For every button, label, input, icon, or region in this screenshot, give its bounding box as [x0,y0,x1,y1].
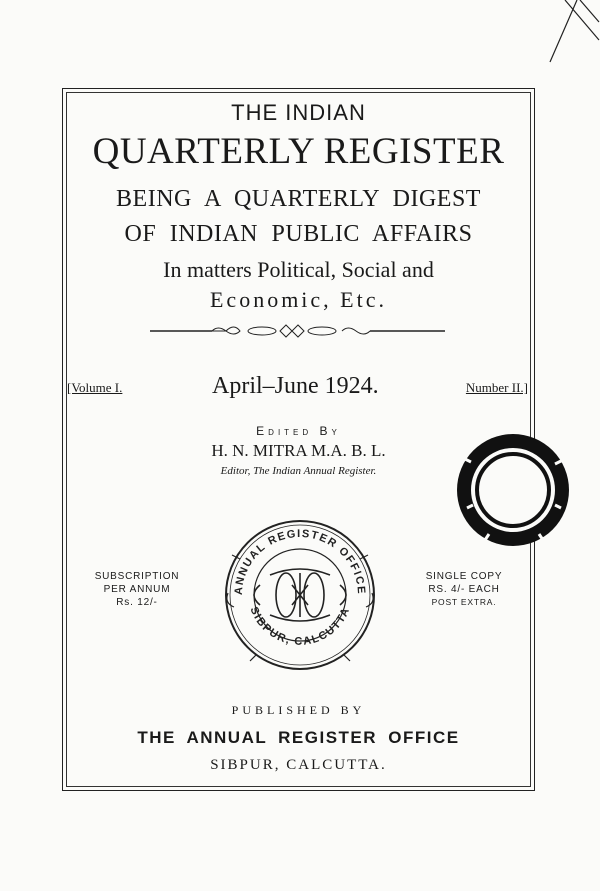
publisher-emblem [220,515,380,675]
single-copy-info [408,570,520,609]
emblem-bottom-text: SIBPUR, CALCUTTA [247,605,353,648]
published-by-label: PUBLISHED BY [231,703,366,717]
editor-title: Editor, The Indian Annual Register. [220,465,377,477]
edited-by-label: Edited By [256,424,341,438]
number-label: Number II.] [465,380,528,395]
emblem-monogram-icon [254,569,346,621]
masthead-subtitle-3: In matters Political, Social and [163,257,434,282]
masthead-subtitle-1: BEING A QUARTERLY DIGEST [116,186,481,212]
issue-date: April–June 1924. [212,373,379,399]
subscription-line-3: Rs. 12/- [116,597,158,608]
masthead-the-indian: THE INDIAN [231,100,366,125]
single-copy-line-3: POST EXTRA. [431,597,497,607]
volume-label: [Volume I. [67,380,123,395]
masthead-subtitle-4: Economic, Etc. [209,287,387,312]
subscription-info [82,570,192,609]
masthead-title: QUARTERLY REGISTER [92,131,505,172]
ornament-divider [150,322,445,340]
publisher-city: SIBPUR, CALCUTTA. [210,757,387,773]
corner-scan-mark [535,0,600,70]
emblem-top-text: ANNUAL REGISTER OFFICE [232,527,368,596]
single-copy-line-1: SINGLE COPY [425,571,503,582]
editor-name: H. N. MITRA M.A. B. L. [211,441,386,460]
masthead-subtitle-2: OF INDIAN PUBLIC AFFAIRS [124,221,473,247]
library-seal-stamp [445,428,580,553]
subscription-line-2: PER ANNUM [103,584,171,595]
publisher-name: THE ANNUAL REGISTER OFFICE [137,728,460,747]
single-copy-line-2: RS. 4/- EACH [428,584,500,595]
subscription-line-1: SUBSCRIPTION [94,571,180,582]
